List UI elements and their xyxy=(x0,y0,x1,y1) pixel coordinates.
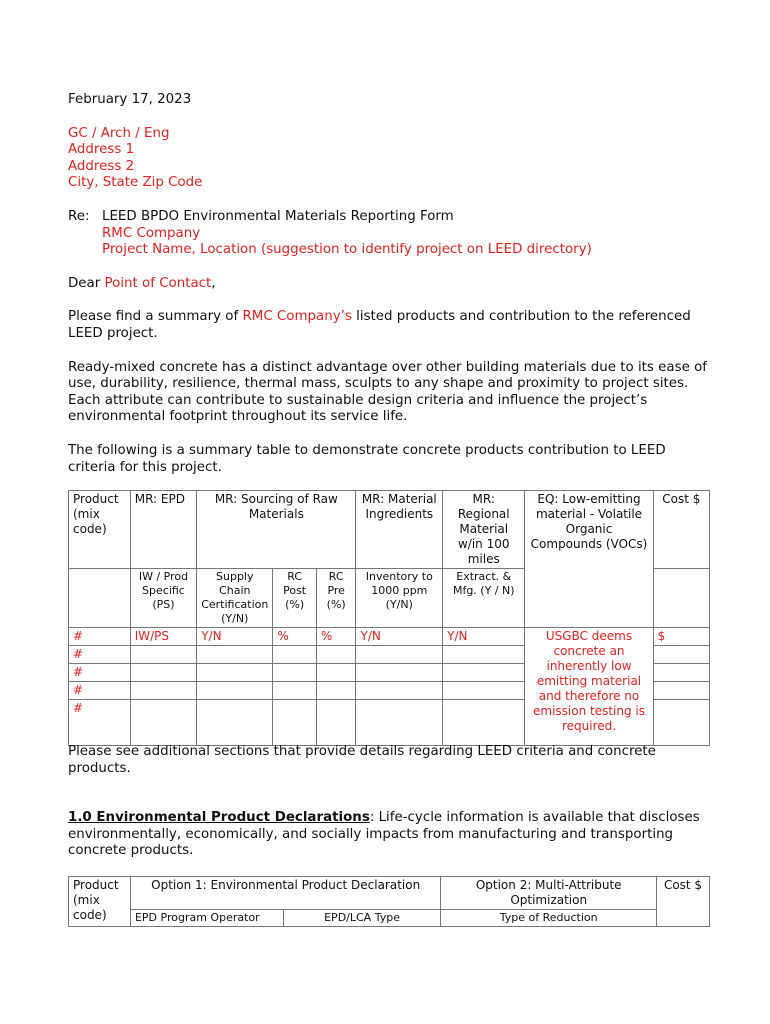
header-epd: MR: EPD xyxy=(130,491,196,569)
t2-sub-operator: EPD Program Operator xyxy=(130,910,283,927)
re-label: Re: xyxy=(68,208,90,224)
reference-block xyxy=(68,209,708,259)
t2-header-cost: Cost $ xyxy=(657,877,710,927)
address-line: City, State Zip Code xyxy=(68,175,203,191)
recipient-address xyxy=(68,126,708,192)
header-eq: EQ: Low-emitting material - Volatile Organic Compounds (VOCs) xyxy=(525,491,653,628)
header-product: Product (mix code) xyxy=(69,491,131,569)
t2-header-product: Product (mix code) xyxy=(69,877,131,927)
address-line: Address 2 xyxy=(68,158,135,174)
letter-date: February 17, 2023 xyxy=(68,92,192,107)
table-row: # xyxy=(69,682,710,700)
t2-header-option2: Option 2: Multi-Attribute Optimization xyxy=(441,877,657,910)
re-company: RMC Company xyxy=(102,225,201,241)
table-row: # xyxy=(69,646,710,664)
header-ingredients: MR: Material Ingredients xyxy=(356,491,443,569)
subheader-regional: Extract. & Mfg. (Y / N) xyxy=(443,569,525,628)
table-row: # xyxy=(69,664,710,682)
table-row: # IW/PS Y/N % % Y/N Y/N USGBC deems concrete an inherently low emitting material and therefore no emission testing is required. $ xyxy=(69,628,710,646)
t2-sub-type: EPD/LCA Type xyxy=(283,910,441,927)
t2-header-option1: Option 1: Environmental Product Declaration xyxy=(130,877,440,910)
table-row: # xyxy=(69,700,710,746)
t2-sub-reduction: Type of Reduction xyxy=(441,910,657,927)
company-name: RMC Company’s xyxy=(242,309,352,325)
subheader-rc-post: RC Post (%) xyxy=(273,569,317,628)
subheader-epd: IW / Prod Specific (PS) xyxy=(130,569,196,628)
address-line: GC / Arch / Eng xyxy=(68,125,170,141)
concrete-paragraph: Ready-mixed concrete has a distinct advantage over other building materials due to its ease of use, durability, resilience, thermal mass, sculpts to any shape and proximity to project sites. Each attribute can contribute to sustainable design criteria and influence the project’s environmental footprint throughout its service life. xyxy=(68,359,707,425)
eq-note: USGBC deems concrete an inherently low emitting material and therefore no emission testing is required. xyxy=(525,628,653,746)
summary-paragraph: The following is a summary table to demonstrate concrete products contribution to LEED criteria for this project. xyxy=(68,442,666,475)
section-epd: 1.0 Environmental Product Declarations: Life-cycle information is available that discloses environmentally, economically, and socially impacts from manufacturing and transporting concrete products. xyxy=(68,810,700,859)
section-text: Life-cycle information is available that discloses environmentally, economically, and socially impacts from manufacturing and transporting concrete products. xyxy=(68,810,700,859)
intro-paragraph: Please find a summary of RMC Company’s listed products and contribution to the referenced LEED project. xyxy=(68,309,691,341)
header-regional: MR: Regional Material w/in 100 miles xyxy=(443,491,525,569)
header-sourcing: MR: Sourcing of Raw Materials xyxy=(197,491,356,569)
epd-table xyxy=(68,876,710,927)
additional-sections-paragraph: Please see additional sections that provide details regarding LEED criteria and concrete products. xyxy=(68,744,656,776)
header-cost: Cost $ xyxy=(653,491,709,569)
letter-body xyxy=(68,92,708,476)
re-subject: LEED BPDO Environmental Materials Reporting Form xyxy=(102,208,454,224)
subheader-rc-pre: RC Pre (%) xyxy=(316,569,356,628)
salutation: Dear Point of Contact, xyxy=(68,275,216,291)
re-project: Project Name, Location (suggestion to identify project on LEED directory) xyxy=(102,242,592,258)
subheader-ingredients: Inventory to 1000 ppm (Y/N) xyxy=(356,569,443,628)
contact-name: Point of Contact xyxy=(104,275,212,291)
address-line: Address 1 xyxy=(68,142,135,158)
subheader-supply: Supply Chain Certification (Y/N) xyxy=(197,569,273,628)
leed-summary-table xyxy=(68,490,710,746)
section-title: 1.0 Environmental Product Declarations xyxy=(68,810,370,825)
